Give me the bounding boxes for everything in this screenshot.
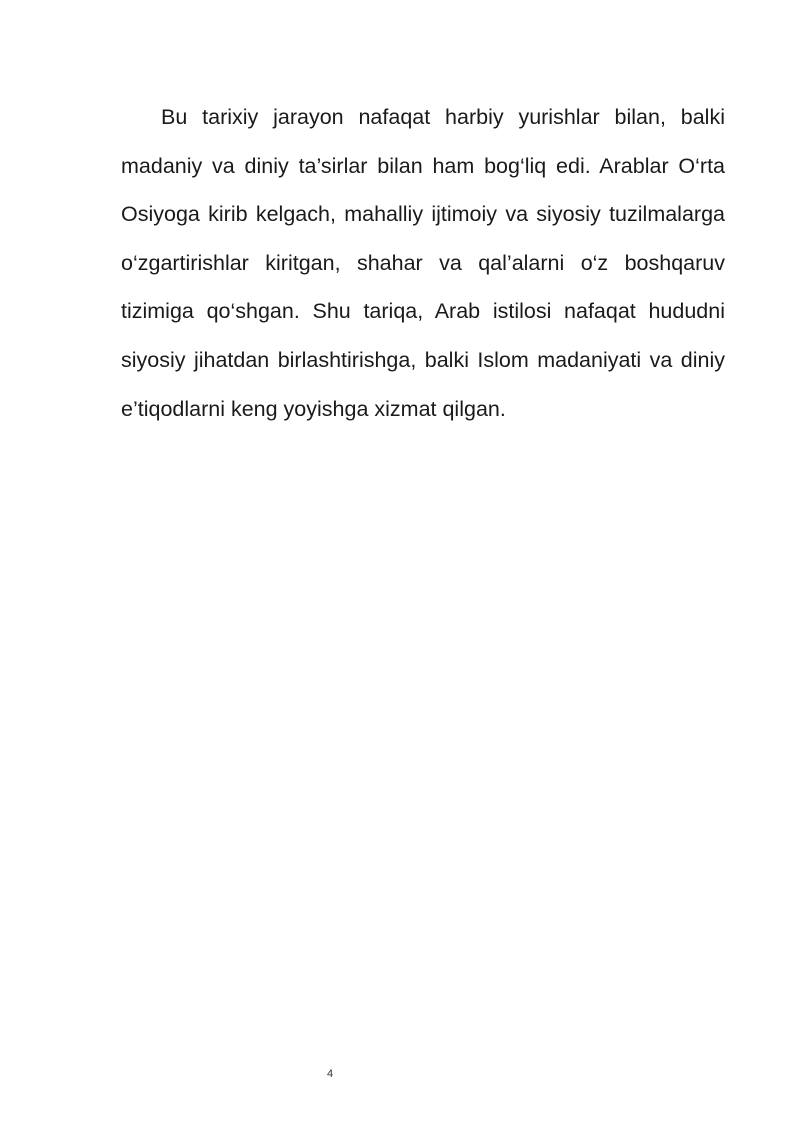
body-paragraph: Bu tarixiy jarayon nafaqat harbiy yurishlar bilan, balki madaniy va diniy ta’sirlar bilan ham bog‘liq edi. Arablar O‘rta Osiyoga kirib kelgach, mahalliy ijtimoiy va siyosiy tuzilmalarga o‘zgartirishlar kiritgan, shahar va qal’alarni o‘z boshqaruv tizimiga qo‘shgan. Shu tariqa, Arab istilosi nafaqat hududni siyosiy jihatdan birlashtirishga, balki Islom madaniyati va diniy e’tiqodlarni keng yoyishga xizmat qilgan. xyxy=(121,105,725,421)
page-number: 4 xyxy=(326,1068,334,1080)
